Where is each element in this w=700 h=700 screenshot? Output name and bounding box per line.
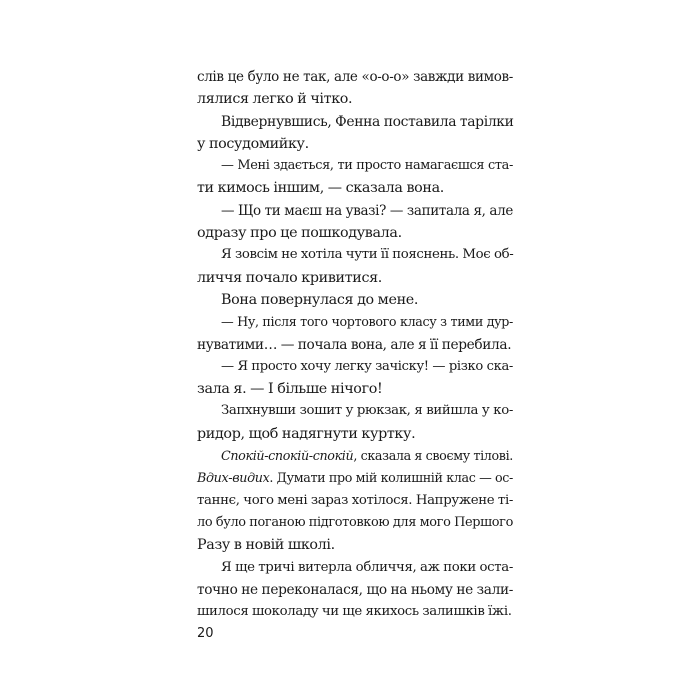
text-line — [197, 557, 513, 579]
text-line — [197, 378, 513, 400]
line-text: ти кимось іншим, — сказала вона. — [197, 180, 444, 197]
text-line — [197, 177, 513, 199]
text-line — [197, 222, 513, 244]
text-line — [197, 400, 513, 422]
line-text: — Я просто хочу легку зачіску! — різко ска- — [221, 358, 513, 374]
line-text: одразу про це пошкодувала. — [197, 225, 402, 242]
line-text: — Що ти маєш на увазі? — запитала я, але — [221, 202, 513, 219]
line-text: . Думати про мій колишній клас — ос- — [269, 470, 513, 486]
text-line — [197, 534, 513, 556]
text-line — [197, 111, 513, 133]
line-text: шилося шоколаду чи ще якихось залишків їжі. — [197, 604, 512, 620]
line-text: — Мені здається, ти просто намагаєшся ста- — [221, 158, 513, 174]
line-text: Запхнувши зошит у рюкзак, я вийшла у ко- — [221, 403, 513, 419]
line-text: Я ще тричі витерла обличчя, аж поки оста- — [221, 559, 513, 575]
italic-text: Спокій-спокій-спокій — [221, 448, 354, 464]
line-text: зала я. — І більше нічого! — [197, 381, 383, 398]
text-line — [197, 356, 513, 378]
line-text: Відвернувшись, Фенна поставила тарілки — [221, 113, 514, 130]
text-line — [197, 133, 513, 155]
line-text: , сказала я своєму тілові. — [353, 448, 513, 464]
line-text: — Ну, після того чортового класу з тими дур- — [221, 314, 513, 330]
text-line — [197, 512, 513, 534]
text-line — [197, 445, 513, 467]
line-text: лялися легко й чітко. — [197, 91, 353, 108]
text-line — [197, 200, 513, 222]
text-line — [197, 155, 513, 177]
line-text: у посудомийку. — [197, 135, 309, 152]
line-text: таннє, чого мені зараз хотілося. Напружене ті- — [197, 492, 513, 508]
text-line — [197, 601, 513, 623]
text-line — [197, 244, 513, 266]
text-line — [197, 490, 513, 512]
text-line — [197, 66, 513, 88]
text-line — [197, 467, 513, 489]
line-text: личчя почало кривитися. — [197, 269, 382, 286]
line-text: слів це було не так, але «о-о-о» завжди вимов- — [197, 69, 513, 85]
line-text: точно не переконалася, що на ньому не зали- — [197, 581, 513, 598]
line-text: Разу в новій школі. — [197, 537, 335, 554]
line-text: Я зовсім не хотіла чути її пояснень. Моє об- — [221, 247, 514, 263]
text-line — [197, 423, 513, 445]
text-line — [197, 311, 513, 333]
line-text: ридор, щоб надягнути куртку. — [197, 425, 416, 442]
text-line — [197, 289, 513, 311]
text-line — [197, 88, 513, 110]
line-text: ло було поганою підготовкою для мого Першого — [197, 514, 513, 530]
text-line — [197, 334, 513, 356]
body-text — [197, 66, 513, 623]
text-line — [197, 267, 513, 289]
text-line — [197, 579, 513, 601]
line-text: нуватими… — почала вона, але я її перебила. — [197, 336, 512, 353]
page-number: 20 — [197, 626, 214, 641]
line-text: Вона повернулася до мене. — [221, 291, 419, 308]
italic-text: Вдих-видих — [197, 470, 270, 486]
